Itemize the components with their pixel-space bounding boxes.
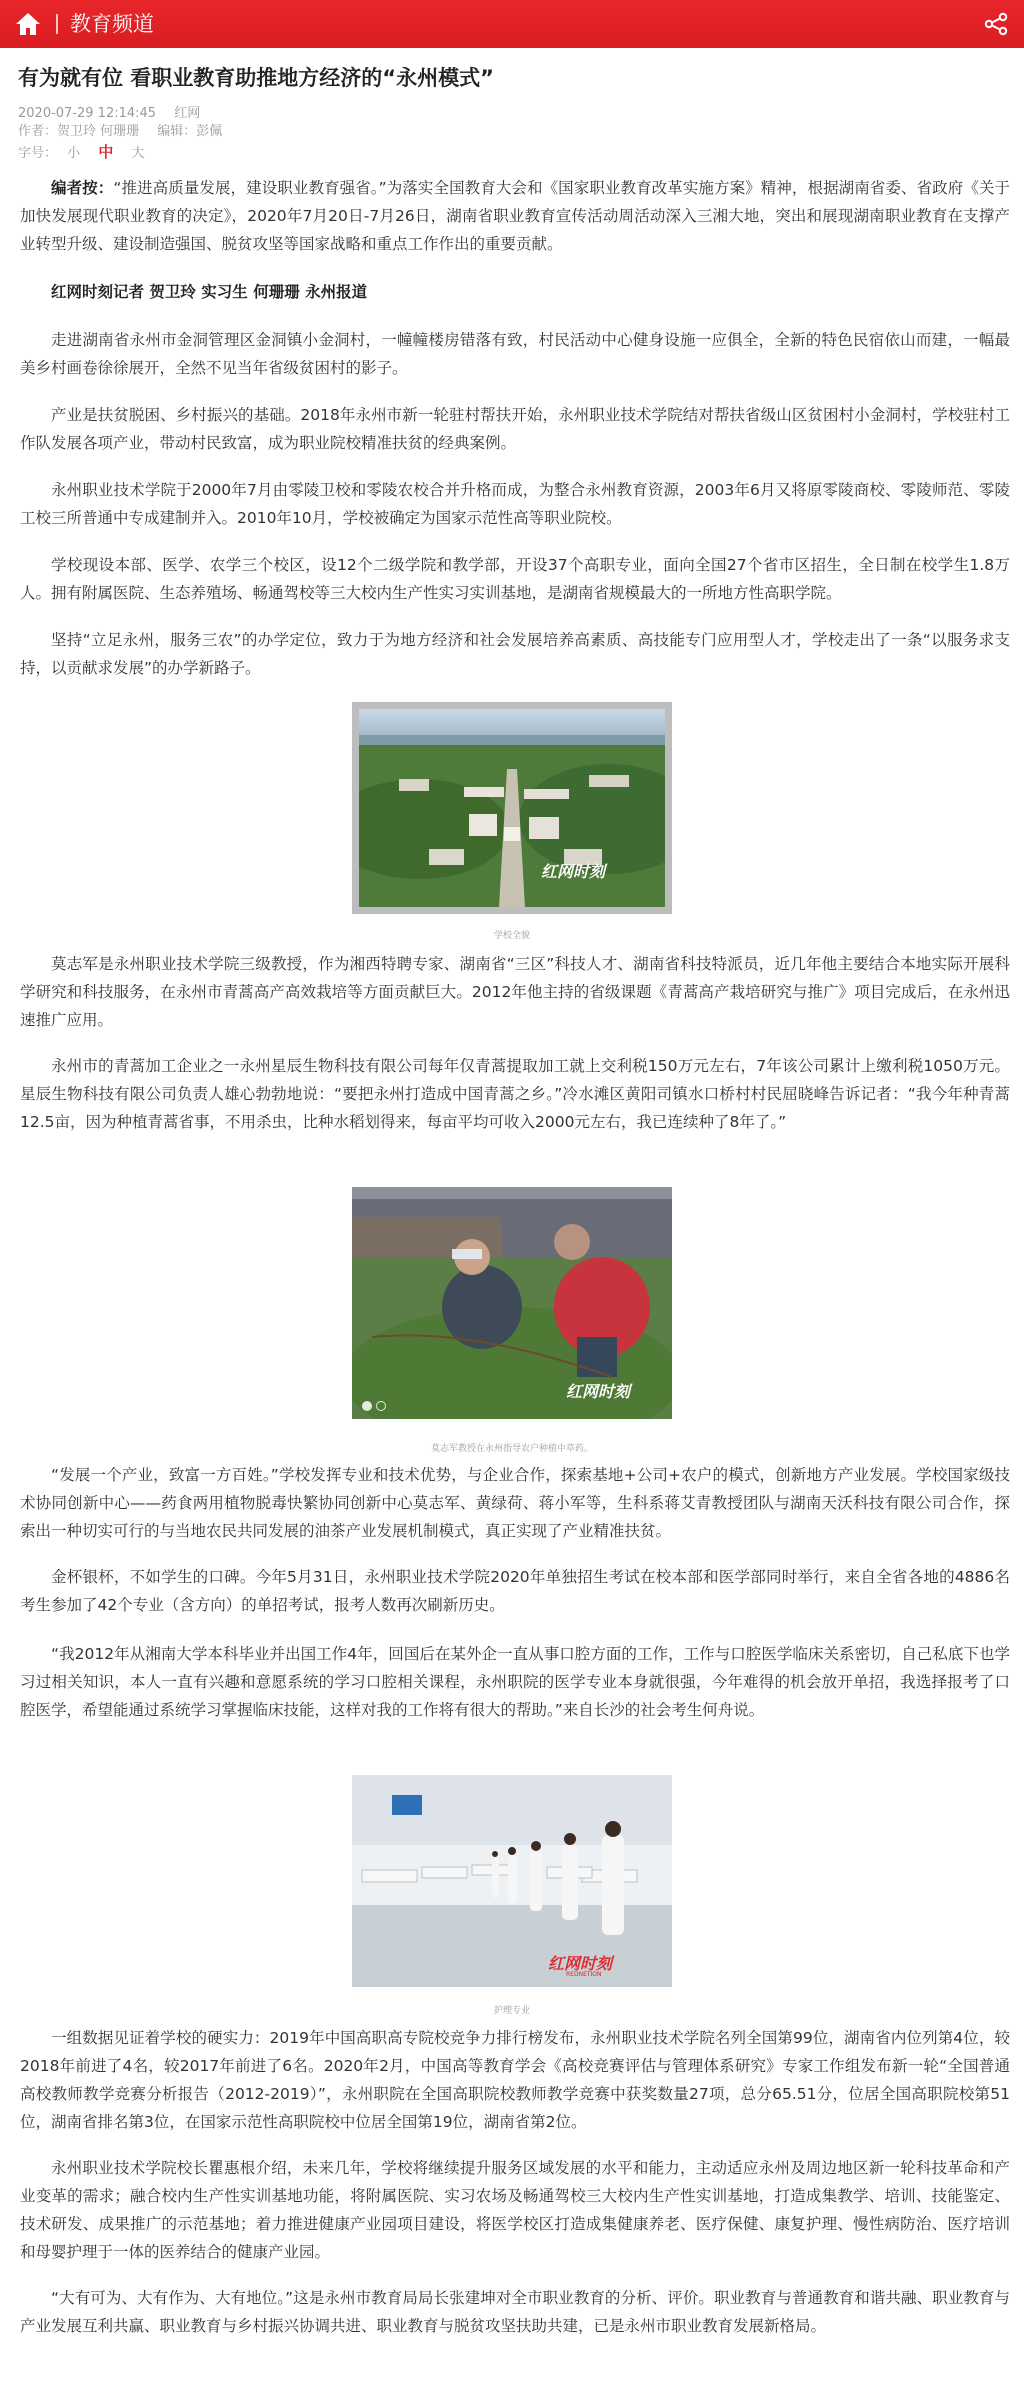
paragraph: 永州市的青蒿加工企业之一永州星辰生物科技有限公司每年仅青蒿提取加工就上交利税150万元左右，7年该公司累计上缴利税1050万元。星辰生物科技有限公司负责人雄心勃勃地说：“要把永州打造成中国青蒿之乡。”冷水滩区黄阳司镇水口桥村村民屈晓峰告诉记者：“我今年种青蒿12.5亩，因为种植青蒿省事，不用杀虫，比种水稻划得来，每亩平均可收入2000元左右，我已连续种了8年了。” xyxy=(20,1057,1010,1131)
image-caption: 护理专业 xyxy=(493,2006,530,2016)
top-bar xyxy=(0,0,1024,48)
share-icon[interactable] xyxy=(983,12,1009,36)
publish-date: 2020-07-29 12:14:45 xyxy=(18,106,157,121)
watermark: 红网时刻 xyxy=(548,1954,613,1973)
paragraph: 永州职业技术学院于2000年7月由零陵卫校和零陵农校合并升格而成，为整合永州教育资源，2003年6月又将原零陵商校、零陵师范、零陵工校三所普通中专成建制并入。2010年10月，学校被确定为国家示范性高等职业院校。 xyxy=(20,481,1010,527)
editor-note xyxy=(20,174,1010,258)
font-size-medium[interactable]: 中 xyxy=(98,143,114,161)
paragraph: 永州职业技术学院校长瞿惠根介绍，未来几年，学校将继续提升服务区域发展的水平和能力，主动适应永州及周边地区新一轮科技革命和产业变革的需求；融合校内生产性实训基地功能，将附属医院、实习农场及畅通驾校三大校内生产性实训基地，打造成集教学、培训、技能鉴定、技术研发、成果推广的示范基地；着力推进健康产业园项目建设，将医学校区打造成集健康养老、医疗保健、康复护理、慢性病防治、医疗培训和母婴护理于一体的医养结合的健康产业园。 xyxy=(20,2159,1010,2261)
author: 作者：贺卫玲 何珊珊 xyxy=(18,124,140,139)
paragraph: 产业是扶贫脱困、乡村振兴的基础。2018年永州市新一轮驻村帮扶开始，永州职业技术学院结对帮扶省级山区贫困村小金洞村，学校驻村工作队发展各项产业，带动村民致富，成为职业院校精准扶贫的经典案例。 xyxy=(20,406,1010,452)
article-title: 有为就有位 看职业教育助推地方经济的“永州模式” xyxy=(18,66,494,90)
paragraph: “发展一个产业，致富一方百姓。”学校发挥专业和技术优势，与企业合作，探索基地+公司+农户的模式，创新地方产业发展。学校国家级技术协同创新中心——药食两用植物脱毒快繁协同创新中心莫志军、黄绿荷、蒋小军等，生科系蒋艾青教授团队与湖南天沃科技有限公司合作，探索出一种切实可行的与当地农民共同发展的油茶产业发展机制模式，真正实现了产业精准扶贫。 xyxy=(20,1466,1010,1540)
paragraph: 坚持“立足永州，服务三农”的办学定位，致力于为地方经济和社会发展培养高素质、高技能专门应用型人才，学校走出了一条“以服务求支持，以贡献求发展”的办学新路子。 xyxy=(20,631,1010,677)
source: 红网 xyxy=(174,106,201,121)
channel-title: 教育频道 xyxy=(70,12,154,36)
font-size-label: 字号： xyxy=(18,146,58,161)
font-size-selector xyxy=(18,143,158,163)
font-size-large[interactable]: 大 xyxy=(131,146,145,161)
paragraph: “大有可为、大有作为、大有地位。”这是永州市教育局局长张建坤对全市职业教育的分析、评价。职业教育与普通教育和谐共融、职业教育与产业发展互利共赢、职业教育与乡村振兴协调共进、职业教育与脱贫攻坚扶助共建，已是永州市职业教育发展新格局。 xyxy=(20,2289,1010,2335)
paragraph: 金杯银杯，不如学生的口碑。今年5月31日，永州职业技术学院2020年单独招生考试在校本部和医学部同时举行，来自全省各地的4886名考生参加了42个专业（含方向）的单招考试，报考人数再次刷新历史。 xyxy=(20,1568,1010,1614)
nursing-photo xyxy=(352,1775,672,1987)
home-icon[interactable] xyxy=(14,11,42,37)
editor-note-text: “推进高质量发展，建设职业教育强省。”为落实全国教育大会和《国家职业教育改革实施方案》精神，根据湖南省委、省政府《关于加快发展现代职业教育的决定》，2020年7月20日-7月26日，湖南省职业教育宣传活动周活动深入三湘大地，突出和展现湖南职业教育在支撑产业转型升级、建设制造强国、脱贫攻坚等国家战略和重点工作作出的重要贡献。 xyxy=(20,179,1010,253)
watermark: 红网时刻 xyxy=(541,862,606,881)
editor-note-label: 编者按： xyxy=(51,179,114,197)
article-meta-author xyxy=(18,123,236,141)
image-caption: 学校全貌 xyxy=(493,931,530,941)
watermark: 红网时刻 xyxy=(566,1382,631,1401)
byline: 红网时刻记者 贺卫玲 实习生 何珊珊 永州报道 xyxy=(51,283,368,301)
paragraph: 一组数据见证着学校的硬实力：2019年中国高职高专院校竞争力排行榜发布，永州职业技术学院名列全国第99位，湖南省内位列第4位，较2018年前进了4名，较2017年前进了6名。2020年2月，中国高等教育学会《高校竞赛评估与管理体系研究》专家工作组发布新一轮“全国普通高校教师教学竞赛分析报告（2012-2019）”，永州职院在全国高职院校教师教学竞赛中获奖数量27项，总分65.51分，位居全国高职院校第51位，湖南省排名第3位，在国家示范性高职院校中位居全国第19位，湖南省第2位。 xyxy=(20,2029,1010,2131)
nursing-image xyxy=(352,1775,672,1987)
planting-photo xyxy=(352,1187,672,1419)
slider-dot-icon xyxy=(362,1401,372,1411)
image-caption: 莫志军教授在永州指导农户种植中草药。 xyxy=(430,1444,593,1454)
watermark-sub: REDNETION xyxy=(566,1971,602,1978)
article-meta-date xyxy=(18,105,214,123)
topbar-divider xyxy=(56,14,58,34)
paragraph: “我2012年从湘南大学本科毕业并出国工作4年，回国后在某外企一直从事口腔方面的工作，工作与口腔医学临床关系密切，自己私底下也学习过相关知识，本人一直有兴趣和意愿系统的学习口腔相关课程，永州职院的医学专业本身就很强，今年难得的机会放开单招，我选择报考了口腔医学，希望能通过系统学习掌握临床技能，这样对我的工作将有很大的帮助。”来自长沙的社会考生何舟说。 xyxy=(20,1645,1010,1719)
slider-dot-icon xyxy=(376,1401,386,1411)
paragraph: 学校现设本部、医学、农学三个校区，设12个二级学院和教学部，开设37个高职专业，面向全国27个省市区招生，全日制在校学生1.8万人。拥有附属医院、生态养殖场、畅通驾校等三大校内生产性实习实训基地，是湖南省规模最大的一所地方性高职学院。 xyxy=(20,556,1010,602)
paragraph: 莫志军是永州职业技术学院三级教授，作为湘西特聘专家、湖南省“三区”科技人才、湖南省科技特派员，近几年他主要结合本地实际开展科学研究和科技服务，在永州市青蒿高产高效栽培等方面贡献巨大。2012年他主持的省级课题《青蒿高产栽培研究与推广》项目完成后，在永州迅速推广应用。 xyxy=(20,955,1010,1029)
font-size-small[interactable]: 小 xyxy=(67,146,81,161)
paragraph: 走进湖南省永州市金洞管理区金洞镇小金洞村，一幢幢楼房错落有致，村民活动中心健身设施一应俱全，全新的特色民宿依山而建，一幅最美乡村画卷徐徐展开，全然不见当年省级贫困村的影子。 xyxy=(20,331,1010,377)
campus-aerial-photo xyxy=(352,702,672,914)
campus-aerial-image xyxy=(359,709,665,907)
editor: 编辑：彭佩 xyxy=(157,124,223,139)
